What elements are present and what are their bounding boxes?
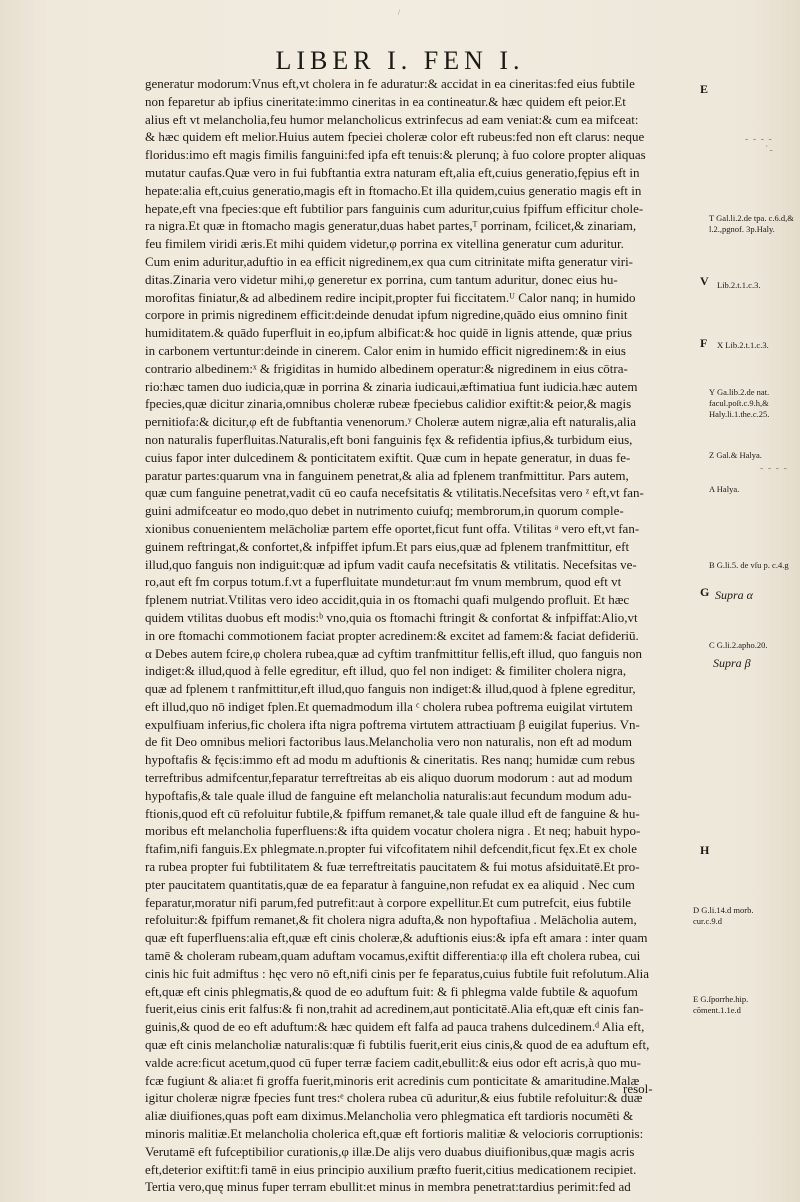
text-line: fcæ fugiunt & alia:et fi groffa fuerit,minoris erit acredinis cum ponticitate & amaritudine.Malæ: [145, 1072, 640, 1088]
margin-dash-mark: - - - -: [745, 134, 773, 145]
text-line: cuius fapor inter dulcedinem & ponticitatem exiftit. Quæ cum in hepate generatur, in duas fe-: [145, 449, 631, 465]
text-line: alius eft vt melancholia,feu humor melancholicus extrinfecus ad eam veniat:& cum ea mifceat:: [145, 111, 639, 127]
margin-note-y: Y Ga.lib.2.de nat. facul.poſt.c.9.h,& Haly.li.1.the.c.25.: [709, 387, 770, 419]
text-line: in ore ftomachi commotionem faciat propter acredinem:& excitet ad famem:& faciat defideriū.: [145, 627, 639, 643]
text-line: ro,aut eft fm corpus totum.f.vt a fuperfluitate mundetur:aut fm vnum membrum, quod eft vt: [145, 574, 622, 590]
text-line: refoluitur:& fpiffum remanet,& fit cholera nigra adufta,& non hypoftafiua . Melācholia autem,: [145, 912, 637, 928]
running-head: LIBER I. FEN I.: [275, 46, 525, 75]
text-line: cinis hic fuit admiftus : hęc vero nō eft,nifi cinis per fe feparatus,cuius fubtile fuit refolutum.Alia: [145, 965, 649, 981]
text-line: quæ eft cinis melancholiæ naturalis:quæ fi fubtilis fuerit,erit eius cinis,& quod de ea aduftum eft,: [145, 1037, 650, 1053]
text-line: quæ ad fplenem t ranfmittitur,eft illud,quo fanguis non indiget:& illud,quod à fplene egreditur,: [145, 681, 636, 697]
text-line: eft illud,quo nō indiget fplen.Et quemadmodum illa ᶜ cholera rubea poftrema euigilat virtutem: [145, 698, 633, 714]
text-line: contrario albedinem:ˣ & frigiditas in humido albedinem operatur:& nigredinem in eius cōtra-: [145, 360, 628, 376]
text-line: ditas.Zinaria vero videtur mihi,φ generetur ex porrina, cum tantum aduritur, donec eius hu-: [145, 271, 618, 287]
text-line: pter paucitatem quantitatis,quæ de ea feparatur à fanguine,non refudat ex ea aliquid . Nec cum: [145, 876, 635, 892]
margin-note-x: X Lib.2.t.1.c.3.: [717, 340, 769, 350]
margin-tick-mark: `-: [765, 145, 774, 156]
text-line: fuerit,eius cinis erit falfus:& fi non,trahit ad acredinem,aut ponticitatē.Alia eft,quæ eft cinis fan-: [145, 1001, 644, 1017]
text-line: igitur choleræ nigræ fpecies funt tres:ᵉ cholera rubea cū aduritur,& eius fubtile refoluitur:& duæ: [145, 1090, 643, 1106]
text-line: ra rubea propter fui fubtilitatem & fuæ terreftreitatis paucitatem & fui motus afsiduitatē.Et pro-: [145, 859, 640, 875]
text-line: ftionis,quod eft cū refoluitur fubtile,& fpiffum remanet,& tale quale illud eft de fanguine & hu-: [145, 805, 640, 821]
text-line: ra nigra.Et quæ in ftomacho magis generatur,duas habet partes,ᵀ porrinam, fcilicet,& zinariam,: [145, 218, 637, 234]
text-line: feparatur,moratur nifi parum,fed putrefit:aut à corpore expellitur.Et cum putrefcit, eius fubtile: [145, 894, 632, 910]
catchword: resol-: [623, 1081, 653, 1096]
margin-note-e: E G.ſporrhe.hip. cōment.1.1e.d: [693, 994, 749, 1015]
text-line: xionibus conuenientem melācholiæ partem effe oportet,ficut funt offa. Vtilitas ᵃ vero eft,vt fan-: [145, 520, 640, 536]
text-line: terreftribus admifcentur,feparatur terreftreitas ab eis aliquo duorum modorum : aut ad modum: [145, 770, 633, 786]
margin-letter-e: E: [700, 82, 709, 96]
margin-note-d: D G.li.14.d morb. cur.c.9.d: [693, 905, 754, 926]
text-line: humiditatem.& quādo fuperfluit in eo,ipfum albificat:& hoc quidē in lignis attende, quæ prius: [145, 325, 633, 341]
margin-note-z: Z Gal.& Halya.: [709, 450, 762, 460]
text-line: eft,deterior exiftit:fi tamē in eius principio auxilium præfto fuerit,citius medicationem recipiet.: [145, 1161, 637, 1177]
margin-letter-f: F: [700, 336, 708, 350]
text-line: quæ eft fuperfluens:alia eft,quæ eft cinis choleræ,& aduftionis eius:& ipfa eft amara : inter quam: [145, 930, 648, 946]
text-line: feu fimilem viridi æris.Et mihi quidem videtur,φ porrina ex vitellina generatur cum aduritur.: [145, 236, 624, 252]
text-line: Tertia vero,quę minus fuper terram ebullit:et minus in membra penetrat:tardius perimit:fed ad: [145, 1179, 631, 1195]
text-line: moribus eft melancholia fuperfluens:& ifta quidem vocatur cholera nigra . Et neq; habuit hypo-: [145, 823, 641, 839]
margin-note-supra-alpha: Supra α: [715, 588, 753, 602]
margin-note-b: B G.li.5. de vſu p. c.4.g: [709, 560, 789, 570]
text-line: hypoftafis,& tale quale illud de fanguine eft melancholia naturalis:aut fecundum modum adu-: [145, 787, 632, 803]
text-line: non naturalis fuperfluitas.Naturalis,eft boni fanguinis fęx & refidentia ipfius,& turbidum eius,: [145, 431, 633, 447]
text-line: generatur modorum:Vnus eft,vt cholera in fe aduratur:& accidat in ea cineritas:fed eius fubtile: [145, 76, 635, 91]
margin-note-a: A Halya.: [709, 484, 740, 494]
text-line: hypoftafis & fęcis:immo eft ad modu m aduftionis & cineritatis. Res nanq; humidæ cum rebus: [145, 752, 635, 768]
text-line: Verutamē eft fufceptibilior curationis,φ illæ.De alijs vero duabus diuifionibus,quæ magis acris: [145, 1143, 635, 1159]
text-line: pernitiofa:& dicitur,φ eft de fubftantia venenorum.ʸ Choleræ autem nigræ,alia eft naturalis,alia: [145, 414, 636, 430]
text-line: morofitas finiatur,& ad albedinem redire incipit,propter fui ficcitatem.ᵁ Calor nanq; in humido: [145, 289, 636, 305]
text-line: non feparetur ab ipfius cineritate:immo cineritas in ea contineatur.& hæc quidem eft peior.Et: [145, 93, 626, 109]
text-line: rio:hæc tamen duo iudicia,quæ in porrina & zinaria iudicaui,æftimatiua funt iudicia.hæc autem: [145, 378, 638, 394]
text-line: indiget:& illud,quod à felle egreditur, eft illud, quo fel non indiget: & fimiliter cholera nigra,: [145, 663, 627, 679]
text-line: illud,quo fanguis non indiguit:quæ ad ipfum vadit caufa necefsitatis & vtilitatis. Necefsitas ve-: [145, 556, 637, 572]
text-line: guinem reftringat,& confortet,& infpiffet ipfum.Et pars eius,quæ ad fplenem tranfmittitur, eft: [145, 538, 630, 554]
text-line: fpecies,quæ dicitur zinaria,omnibus choleræ rubeæ fpeciebus calidior exiftit:& peior,& magis: [145, 396, 632, 412]
text-line: minoris malitiæ.Et melancholia cholerica eft,quæ eft fortioris malitiæ & velocioris corruptionis:: [145, 1126, 644, 1142]
text-line: expulfiuam inferius,fic cholera ifta nigra poftrema virtutem attractiuam β euigilat fuperius. Vn-: [145, 716, 640, 732]
margin-letter-h: H: [700, 843, 710, 857]
text-line: & hæc quidem eft melior.Huius autem fpeciei choleræ color eft rubeus:fed non eft clarus: neque: [145, 129, 645, 145]
text-line: fplenem nutriat.Vtilitas vero ideo accidit,quia in os ftomachi quafi mulgendo profluit. Et hæc: [145, 592, 630, 608]
text-line: tamē & choleram rubeam,quam aduftam vocamus,exiftit differentia:φ illa eft cholera rubea, cui: [145, 948, 641, 964]
text-line: aliæ diuifiones,quas poft eam diximus.Melancholia vero phlegmatica eft tardioris nocumēti &: [145, 1108, 634, 1124]
text-line: de fit Deo omnibus meliori factoribus laus.Melancholia vero non naturalis, non eft ad modum: [145, 734, 633, 750]
text-line: mutatur caufas.Quæ vero in fui fubftantia extra naturam eft,alia eft,cuius generatio,fępius eft in: [145, 164, 640, 180]
text-line: ftafim,nifi fanguis.Ex phlegmate.n.propter fui vifcofitatem nihil defcendit,ficut fęx.Et ex chole: [145, 841, 638, 857]
margin-dash-mark-2: - - - -: [760, 463, 788, 474]
header-mark: /: [397, 8, 403, 17]
text-line: eft,quæ eft cinis phlegmatis,& quod de eo aduftum fuit: & fi phlegma valde fubtile & aquofum: [145, 983, 638, 999]
text-line: hepate:alia eft,cuius generatio,magis eft in ftomacho.Et illa quidem,cuius generatio magis eft in: [145, 182, 642, 198]
text-line: corpore in primis nigredinem efficit:deinde denudat ipfum nigredine,quādo eius omnino finit: [145, 307, 628, 323]
text-line: α Debes autem fcire,φ cholera rubea,quæ ad cyftim tranfmittitur fellis,eft illud, quo fanguis non: [145, 645, 642, 661]
text-line: quæ cum fanguine penetrat,vadit cū eo caufa necefsitatis & vtilitatis.Necefsitas vero ᶻ eft,vt fan-: [145, 485, 644, 501]
margin-letter-v: V: [700, 274, 709, 288]
text-line: in carbonem vertuntur:deinde in cinerem. Calor enim in humido efficit nigredinem:& in eius: [145, 342, 626, 358]
text-line: hepate,eft vna fpecies:que eft fubtilior pars fanguinis cum aduritur,cuius fpiffum efficitur chole-: [145, 200, 644, 216]
text-line: paratur partes:quarum vna in fanguinem penetrat,& alia ad fplenem tranfmittitur. Pars autem,: [145, 467, 629, 483]
text-line: valde acre:ficut acetum,quod cū fuper terræ faciem cadit,ebullit:& eius odor eft acris,à quo mu-: [145, 1054, 641, 1070]
margin-note-supra-beta: Supra β: [713, 656, 751, 670]
margin-note-c: C G.li.2.apho.20.: [709, 640, 768, 650]
margin-note-v: Lib.2.t.1.c.3.: [717, 280, 761, 290]
text-line: floridus:imo eft magis fimilis fanguini:fed ipfa eft tenuis:& plerunq; à fuo colore propter aliquas: [145, 147, 646, 163]
margin-note-t: T Gal.li.2.de tpa. c.6.d,& l.2.,pgnof. 3p.Haly.: [709, 213, 794, 234]
text-line: Cum enim aduritur,aduftio in ea efficit nigredinem,ex qua cum citrinitate mifta generatur viri-: [145, 253, 634, 269]
text-line: quidem vtilitas duobus eft modis:ᵇ vno,quia os ftomachi ftringit & confortat & infpiffat:Alio,vt: [145, 609, 638, 625]
margin-letter-g: G: [700, 585, 710, 599]
body-text: [145, 75, 700, 1196]
text-line: guini admifceatur eo modo,quo debet in nutrimento cuiufq; membrorum,in quorum comple-: [145, 503, 624, 519]
text-line: guinis,& quod de eo eft aduftum:& hæc quidem eft falfa ad pauca trahens dulcedinem.ᵈ Alia eft,: [145, 1019, 645, 1035]
